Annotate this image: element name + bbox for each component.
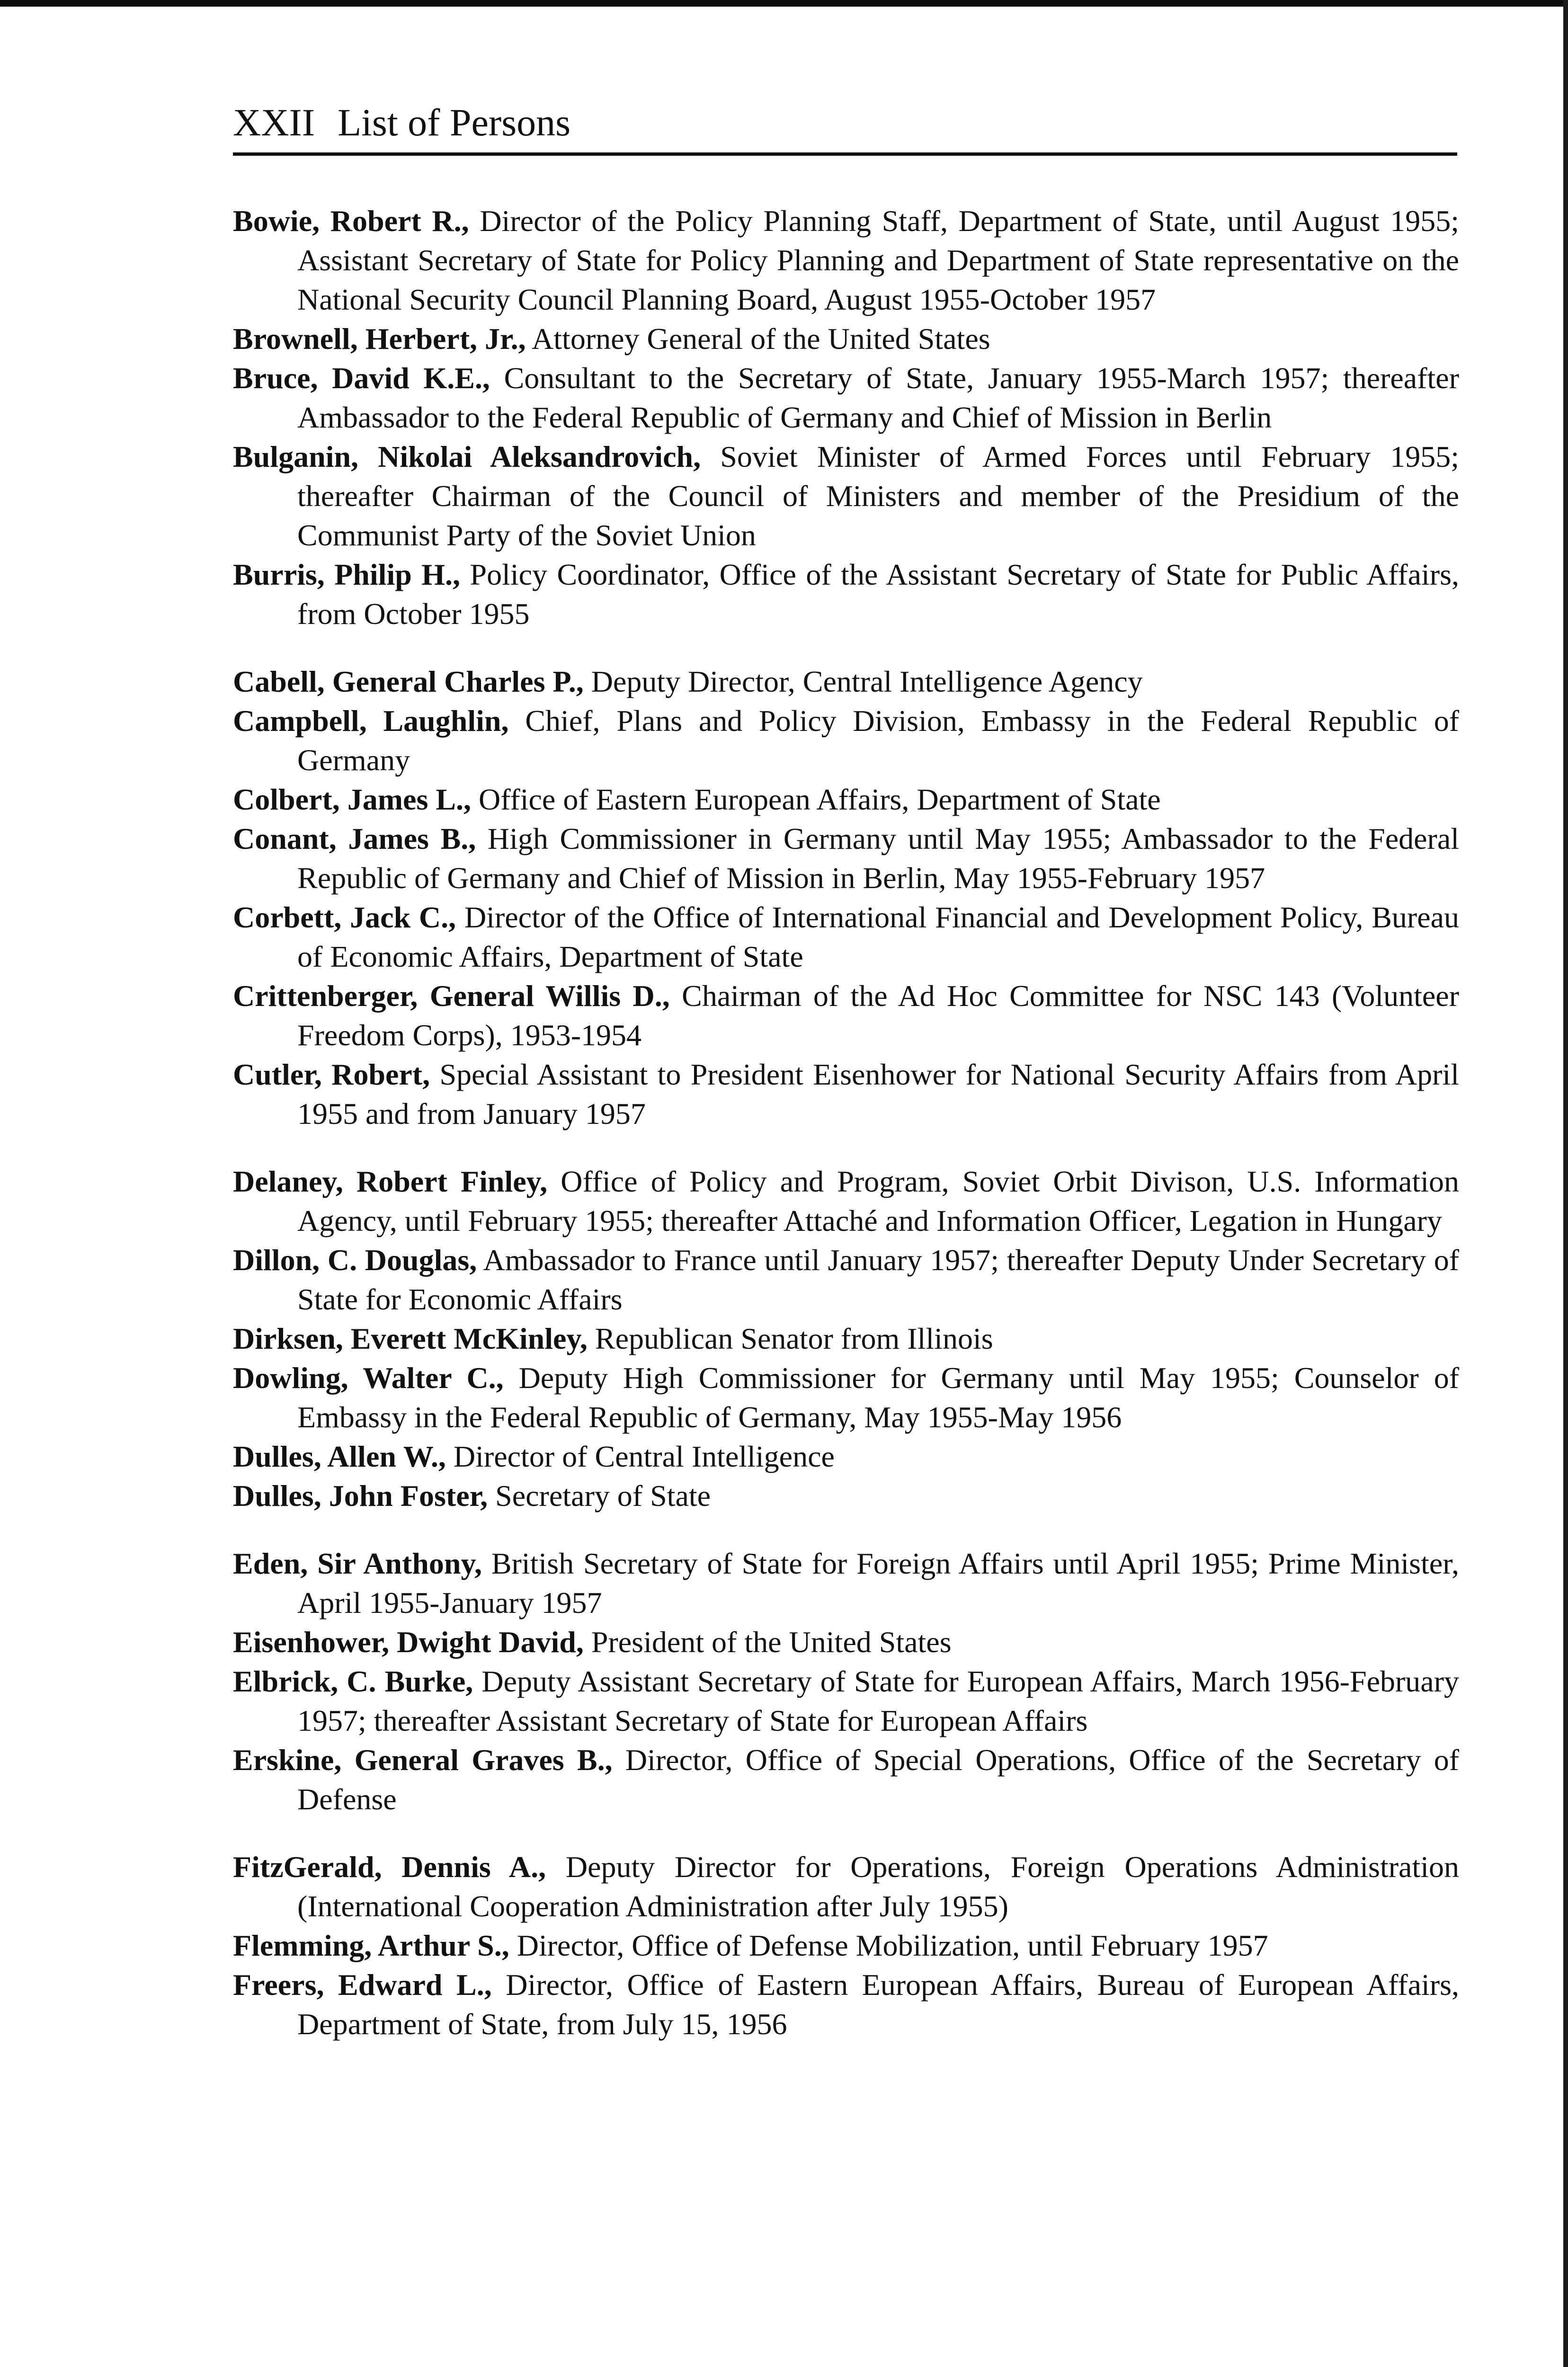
person-entry	[233, 358, 1459, 437]
person-name: Conant, James B.,	[233, 822, 476, 855]
person-name: Elbrick, C. Burke,	[233, 1664, 473, 1698]
section-c	[233, 662, 1459, 1133]
person-name: Corbett, Jack C.,	[233, 900, 456, 934]
person-name: Dirksen, Everett McKinley,	[233, 1322, 588, 1355]
person-description: Soviet Minister of Armed Forces until February 1955; thereafter Chairman of the Council of Ministers and member of the Presidium of the Communist Party of the Soviet Union	[297, 440, 1460, 552]
person-description: Director, Office of Eastern European Affairs, Bureau of European Affairs, Department of State, from July 15, 1956	[297, 1968, 1460, 2041]
person-entry	[233, 1926, 1459, 1965]
person-entry	[233, 1240, 1459, 1319]
section-e	[233, 1544, 1459, 1819]
person-entry	[233, 780, 1459, 819]
person-description: Director of the Office of International Financial and Development Policy, Bureau of Economic Affairs, Department of State	[297, 900, 1460, 973]
person-description: High Commissioner in Germany until May 1955; Ambassador to the Federal Republic of Germany and Chief of Mission in Berlin, May 1955-February 1957	[297, 822, 1460, 895]
person-description: Director of Central Intelligence	[453, 1440, 835, 1473]
person-entry	[233, 819, 1459, 898]
person-description: Chief, Plans and Policy Division, Embassy in the Federal Republic of Germany	[297, 704, 1460, 777]
person-name: Cutler, Robert,	[233, 1058, 430, 1091]
person-name: Freers, Edward L.,	[233, 1968, 492, 2002]
person-entry	[233, 1437, 1459, 1476]
person-entry	[233, 319, 1459, 358]
person-entry	[233, 1319, 1459, 1358]
person-entry	[233, 1662, 1459, 1740]
person-description: Director, Office of Defense Mobilization, until February 1957	[517, 1929, 1268, 1962]
person-name: FitzGerald, Dennis A.,	[233, 1850, 546, 1884]
person-entry	[233, 1847, 1459, 1926]
page-title: List of Persons	[338, 101, 571, 144]
person-entry	[233, 1544, 1459, 1622]
person-name: Dillon, C. Douglas,	[233, 1243, 477, 1277]
scan-right-edge	[1563, 0, 1568, 2367]
section-f	[233, 1847, 1459, 2044]
person-entry	[233, 1965, 1459, 2044]
person-description: Republican Senator from Illinois	[595, 1322, 993, 1355]
person-entry	[233, 1622, 1459, 1662]
person-description: Policy Coordinator, Office of the Assistant Secretary of State for Public Affairs, from October 1955	[297, 558, 1460, 631]
person-name: Eden, Sir Anthony,	[233, 1547, 482, 1580]
person-entry	[233, 1740, 1459, 1819]
person-description: Deputy Director, Central Intelligence Agency	[591, 665, 1143, 698]
person-description: Office of Policy and Program, Soviet Orbit Divison, U.S. Information Agency, until February 1955; thereafter Attaché and Information Officer, Legation in Hungary	[297, 1165, 1460, 1237]
person-description: British Secretary of State for Foreign Affairs until April 1955; Prime Minister, April 1955-January 1957	[297, 1547, 1460, 1620]
person-name: Dulles, John Foster,	[233, 1479, 488, 1513]
person-name: Dulles, Allen W.,	[233, 1440, 446, 1473]
person-entry	[233, 898, 1459, 976]
person-description: Director, Office of Special Operations, Office of the Secretary of Defense	[297, 1743, 1460, 1816]
person-name: Bowie, Robert R.,	[233, 204, 469, 238]
person-name: Bulganin, Nikolai Aleksandrovich,	[233, 440, 701, 473]
header-rule	[233, 152, 1457, 156]
person-name: Bruce, David K.E.,	[233, 361, 490, 395]
person-entry	[233, 1476, 1459, 1515]
page-number: XXII	[233, 101, 315, 144]
person-name: Cabell, General Charles P.,	[233, 665, 584, 698]
person-name: Dowling, Walter C.,	[233, 1361, 504, 1395]
section-b	[233, 201, 1459, 633]
person-name: Crittenberger, General Willis D.,	[233, 979, 670, 1013]
person-description: Attorney General of the United States	[532, 322, 990, 356]
person-name: Campbell, Laughlin,	[233, 704, 509, 738]
person-name: Brownell, Herbert, Jr.,	[233, 322, 526, 356]
person-name: Burris, Philip H.,	[233, 558, 461, 591]
person-description: Director of the Policy Planning Staff, Department of State, until August 1955; Assistant Secretary of State for Policy Planning and Department of State representative on the National Security Council Planning Board, August 1955-October 1957	[297, 204, 1460, 316]
person-entry	[233, 555, 1459, 633]
person-entry	[233, 662, 1459, 701]
person-entry	[233, 1358, 1459, 1437]
running-head	[233, 103, 570, 142]
person-description: President of the United States	[591, 1625, 952, 1659]
person-description: Chairman of the Ad Hoc Committee for NSC 143 (Volunteer Freedom Corps), 1953-1954	[297, 979, 1460, 1052]
scan-top-edge	[0, 0, 1568, 7]
person-description: Deputy Director for Operations, Foreign Operations Administration (International Cooperation Administration after July 1955)	[297, 1850, 1460, 1923]
person-description: Secretary of State	[495, 1479, 711, 1513]
person-description: Consultant to the Secretary of State, January 1955-March 1957; thereafter Ambassador to the Federal Republic of Germany and Chief of Mission in Berlin	[297, 361, 1460, 434]
person-entry	[233, 701, 1459, 780]
person-name: Eisenhower, Dwight David,	[233, 1625, 584, 1659]
person-entry	[233, 1055, 1459, 1133]
person-entry	[233, 976, 1459, 1055]
person-entry	[233, 437, 1459, 555]
person-description: Office of Eastern European Affairs, Department of State	[479, 783, 1161, 816]
section-d	[233, 1162, 1459, 1515]
person-name: Flemming, Arthur S.,	[233, 1929, 509, 1962]
person-name: Erskine, General Graves B.,	[233, 1743, 613, 1777]
person-description: Deputy High Commissioner for Germany until May 1955; Counselor of Embassy in the Federal Republic of Germany, May 1955-May 1956	[297, 1361, 1460, 1434]
person-entry	[233, 1162, 1459, 1240]
person-entry	[233, 201, 1459, 319]
person-description: Ambassador to France until January 1957; thereafter Deputy Under Secretary of State for Economic Affairs	[297, 1243, 1460, 1316]
person-name: Colbert, James L.,	[233, 783, 472, 816]
person-description: Special Assistant to President Eisenhower for National Security Affairs from April 1955 and from January 1957	[297, 1058, 1460, 1130]
persons-list	[233, 201, 1459, 2072]
person-name: Delaney, Robert Finley,	[233, 1165, 548, 1198]
person-description: Deputy Assistant Secretary of State for European Affairs, March 1956-February 1957; thereafter Assistant Secretary of State for European Affairs	[297, 1664, 1460, 1737]
